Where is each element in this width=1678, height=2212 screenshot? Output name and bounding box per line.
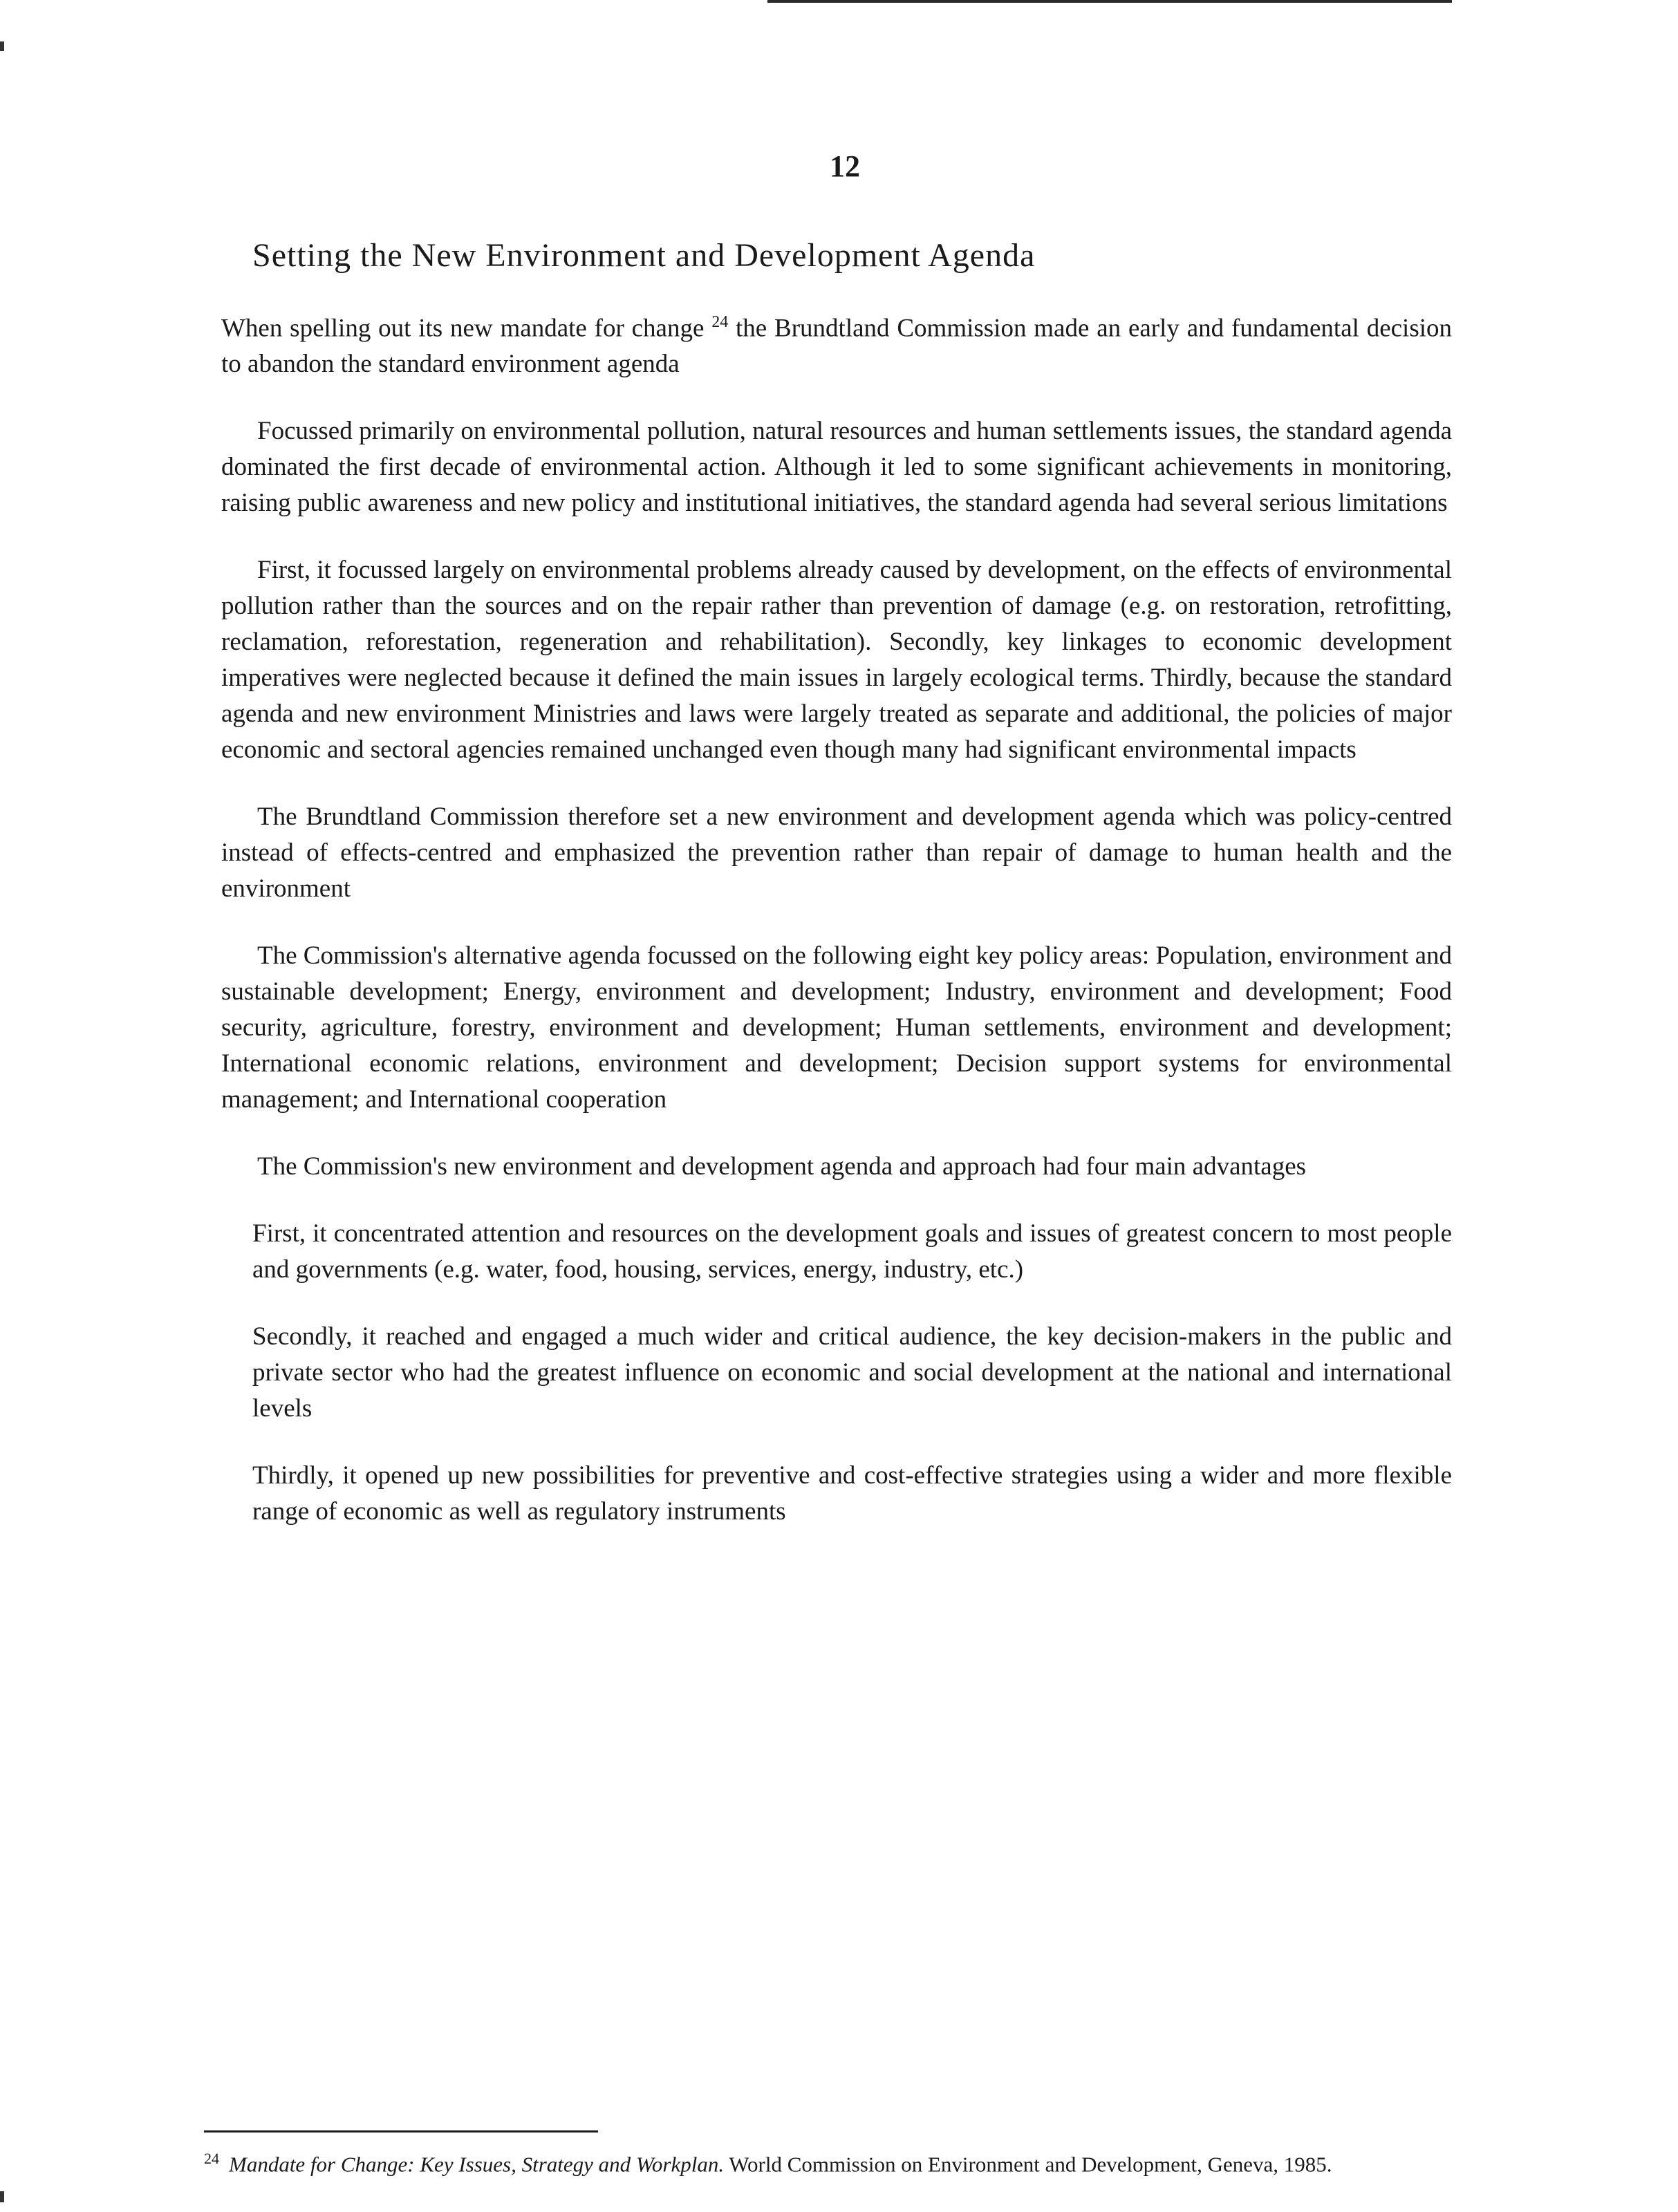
page-number: 12 <box>830 149 860 183</box>
body-text <box>221 304 1452 1561</box>
paragraph-intro <box>221 304 1452 382</box>
footnote-title: Mandate for Change: Key Issues, Strategy and Workplan. <box>229 2152 725 2177</box>
paragraph-advantage-second: Secondly, it reached and engaged a much wider and critical audience, the key decision-makers in the public and private sector who had the greatest influence on economic and social development at the national and international levels <box>252 1322 1452 1423</box>
footnote-source: World Commission on Environment and Development, Geneva, 1985. <box>724 2152 1332 2177</box>
paragraph-intro-after: the Brundtland Commission made an early and fundamental decision to abandon the standard environment agenda <box>221 314 1453 379</box>
paragraph-policy-areas: The Commission's alternative agenda focussed on the following eight key policy areas: Population, environment and sustainable development; Energy, environment and development; Industry, environment and development; Food security, agriculture, forestry, environment and development; Human settlements, environment and development; International economic relations, environment and development; Decision support systems for environmental management; and International cooperation <box>221 941 1452 1114</box>
section-heading: Setting the New Environment and Development Agenda <box>252 237 1036 274</box>
paragraph-advantages-intro: The Commission's new environment and development agenda and approach had four main advantages <box>257 1152 1307 1181</box>
footnote <box>204 2143 1435 2180</box>
paragraph-advantage-first: First, it concentrated attention and resources on the development goals and issues of greatest concern to most people and governments (e.g. water, food, housing, services, energy, industry, etc.) <box>252 1219 1452 1284</box>
scan-edge-mark <box>0 41 4 51</box>
paragraph-advantage-third: Thirdly, it opened up new possibilities for preventive and cost-effective strategies using a wider and more flexible range of economic as well as regulatory instruments <box>252 1461 1452 1526</box>
scan-edge-mark <box>0 2191 4 2202</box>
paragraph-standard-agenda: Focussed primarily on environmental pollution, natural resources and human settlements issues, the standard agenda dominated the first decade of environmental action. Although it led to some significant achievements in monitoring, raising public awareness and new policy and institutional initiatives, the standard agenda had several serious limitations <box>221 417 1452 518</box>
footnote-reference: 24 <box>711 313 729 331</box>
paragraph-intro-before: When spelling out its new mandate for change <box>221 314 705 343</box>
top-edge-rule <box>767 0 1452 3</box>
paragraph-limitations: First, it focussed largely on environmental problems already caused by development, on the effects of environmental pollution rather than the sources and on the repair rather than prevention of damage (e.g. on restoration, retrofitting, reclamation, reforestation, regeneration and rehabilitation). Secondly, key linkages to economic development imperatives were neglected because it defined the main issues in largely ecological terms. Thirdly, because the standard agenda and new environment Ministries and laws were largely treated as separate and additional, the policies of major economic and sectoral agencies remained unchanged even though many had significant environmental impacts <box>221 556 1452 765</box>
footnote-divider <box>204 2130 598 2133</box>
paragraph-new-agenda: The Brundtland Commission therefore set a new environment and development agenda which was policy-centred instead of effects-centred and emphasized the prevention rather than repair of damage to human health and the environment <box>221 803 1452 903</box>
footnote-marker: 24 <box>204 2150 219 2167</box>
